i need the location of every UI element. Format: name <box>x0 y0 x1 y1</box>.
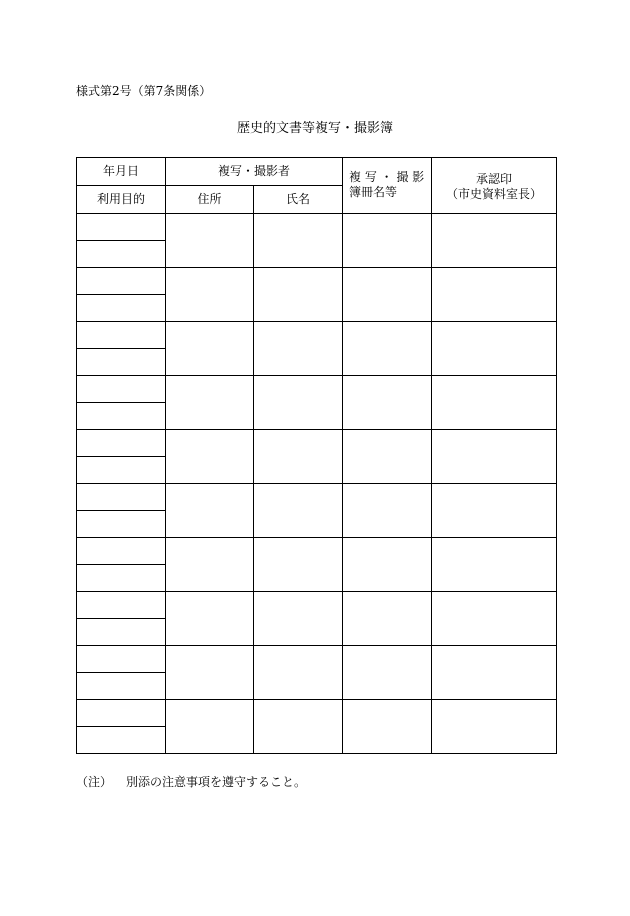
book-name-cell[interactable] <box>343 538 432 592</box>
address-cell[interactable] <box>166 268 254 322</box>
approval-stamp-cell[interactable] <box>432 538 557 592</box>
address-cell[interactable] <box>166 376 254 430</box>
date-cell[interactable] <box>77 430 166 457</box>
name-cell[interactable] <box>254 700 343 754</box>
address-cell[interactable] <box>166 322 254 376</box>
address-header: 住所 <box>166 186 254 214</box>
book-name-cell[interactable] <box>343 484 432 538</box>
footnote-marker: （注） <box>76 775 113 789</box>
name-cell[interactable] <box>254 322 343 376</box>
approval-stamp-cell[interactable] <box>432 268 557 322</box>
name-cell[interactable] <box>254 646 343 700</box>
book-name-cell[interactable] <box>343 592 432 646</box>
book-name-header <box>343 158 432 214</box>
approval-header-line2: （市史資料室長） <box>446 187 543 201</box>
purpose-cell[interactable] <box>77 349 166 376</box>
entry-row-top <box>77 376 557 403</box>
entry-row-top <box>77 322 557 349</box>
date-cell[interactable] <box>77 214 166 241</box>
form-number-label: 様式第2号（第7条関係） <box>76 84 212 98</box>
date-cell[interactable] <box>77 268 166 295</box>
purpose-cell[interactable] <box>77 673 166 700</box>
book-name-cell[interactable] <box>343 700 432 754</box>
book-name-cell[interactable] <box>343 646 432 700</box>
book-name-cell[interactable] <box>343 322 432 376</box>
entry-row-top <box>77 484 557 511</box>
address-cell[interactable] <box>166 592 254 646</box>
book-name-cell[interactable] <box>343 430 432 484</box>
approval-header-line1: 承認印 <box>476 172 513 186</box>
date-cell[interactable] <box>77 376 166 403</box>
approval-stamp-cell[interactable] <box>432 592 557 646</box>
entry-row-top <box>77 592 557 619</box>
entry-row-top <box>77 538 557 565</box>
date-cell[interactable] <box>77 538 166 565</box>
book-name-header-line1: 複 写 ・ 撮 影 <box>349 170 425 184</box>
approval-stamp-cell[interactable] <box>432 646 557 700</box>
entry-row-top <box>77 700 557 727</box>
purpose-cell[interactable] <box>77 565 166 592</box>
purpose-cell[interactable] <box>77 241 166 268</box>
address-cell[interactable] <box>166 538 254 592</box>
name-cell[interactable] <box>254 430 343 484</box>
approval-stamp-cell[interactable] <box>432 376 557 430</box>
entry-row-top <box>77 430 557 457</box>
copier-header: 複写・撮影者 <box>166 158 343 186</box>
book-name-cell[interactable] <box>343 268 432 322</box>
purpose-cell[interactable] <box>77 511 166 538</box>
address-cell[interactable] <box>166 214 254 268</box>
entry-row-top <box>77 646 557 673</box>
address-cell[interactable] <box>166 700 254 754</box>
approval-stamp-cell[interactable] <box>432 700 557 754</box>
purpose-cell[interactable] <box>77 295 166 322</box>
address-cell[interactable] <box>166 484 254 538</box>
purpose-header: 利用目的 <box>77 186 166 214</box>
date-cell[interactable] <box>77 484 166 511</box>
name-cell[interactable] <box>254 268 343 322</box>
header-row-1 <box>77 158 557 186</box>
document-title: 歴史的文書等複写・撮影簿 <box>236 121 393 136</box>
entry-row-top <box>77 214 557 241</box>
approval-stamp-cell[interactable] <box>432 484 557 538</box>
name-header: 氏名 <box>254 186 343 214</box>
entry-row-top <box>77 268 557 295</box>
name-cell[interactable] <box>254 214 343 268</box>
approval-stamp-cell[interactable] <box>432 214 557 268</box>
name-cell[interactable] <box>254 592 343 646</box>
footnote <box>76 774 306 790</box>
copy-photography-register-table <box>76 157 557 754</box>
date-cell[interactable] <box>77 322 166 349</box>
purpose-cell[interactable] <box>77 727 166 754</box>
date-header: 年月日 <box>77 158 166 186</box>
book-name-cell[interactable] <box>343 214 432 268</box>
name-cell[interactable] <box>254 484 343 538</box>
address-cell[interactable] <box>166 646 254 700</box>
date-cell[interactable] <box>77 592 166 619</box>
name-cell[interactable] <box>254 538 343 592</box>
book-name-header-line2: 簿冊名等 <box>349 185 398 199</box>
purpose-cell[interactable] <box>77 619 166 646</box>
date-cell[interactable] <box>77 646 166 673</box>
purpose-cell[interactable] <box>77 403 166 430</box>
approval-stamp-cell[interactable] <box>432 322 557 376</box>
purpose-cell[interactable] <box>77 457 166 484</box>
approval-stamp-cell[interactable] <box>432 430 557 484</box>
approval-stamp-header <box>432 158 557 214</box>
date-cell[interactable] <box>77 700 166 727</box>
footnote-text: 別添の注意事項を遵守すること。 <box>126 775 307 789</box>
book-name-cell[interactable] <box>343 376 432 430</box>
address-cell[interactable] <box>166 430 254 484</box>
name-cell[interactable] <box>254 376 343 430</box>
